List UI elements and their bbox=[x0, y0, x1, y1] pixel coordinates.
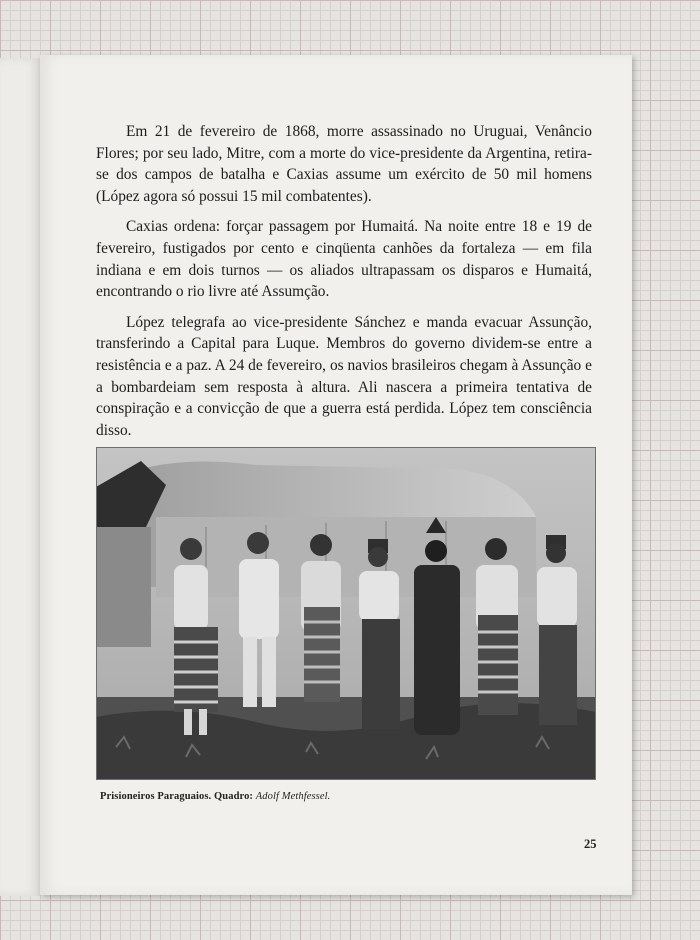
photo-illustration bbox=[96, 447, 596, 780]
paragraph: Caxias ordena: forçar passagem por Humaitá. Na noite entre 18 e 19 de fevereiro, fustigados por cento e cinqüenta canhões da fortaleza — em fila indiana e em dois turnos — os aliados ultrapassam os disparos e Humaitá, encontrando o rio livre até Assumção. bbox=[96, 218, 592, 301]
paragraph: López telegrafa ao vice-presidente Sánchez e manda evacuar Assunção, transferindo a Capital para Luque. Membros do governo dividem-se entre a resistência e a paz. A 24 de fevereiro, os navios brasileiros chegam à Assunção e a bombardeiam sem resposta à altura. Ali nascera a primeira tentativa de conspiração e a convicção de que a guerra está perdida. López tem consciência disso. bbox=[96, 313, 592, 439]
figure-caption bbox=[100, 791, 330, 802]
page-number: 25 bbox=[584, 837, 597, 851]
caption-artist: Adolf Methfessel. bbox=[255, 791, 331, 802]
body-text bbox=[96, 121, 592, 450]
prisoners-photograph bbox=[96, 447, 596, 780]
paragraph: Em 21 de fevereiro de 1868, morre assassinado no Uruguai, Venâncio Flores; por seu lado, Mitre, com a morte do vice-presidente da Argentina, retira-se dos campos de batalha e Caxias assume um exército de 50 mil homens (López agora só possui 15 mil combatentes). bbox=[96, 123, 592, 205]
book-page bbox=[40, 55, 632, 895]
caption-text: Prisioneiros Paraguaios. Quadro: bbox=[100, 791, 256, 802]
facing-page-edge bbox=[0, 58, 41, 896]
